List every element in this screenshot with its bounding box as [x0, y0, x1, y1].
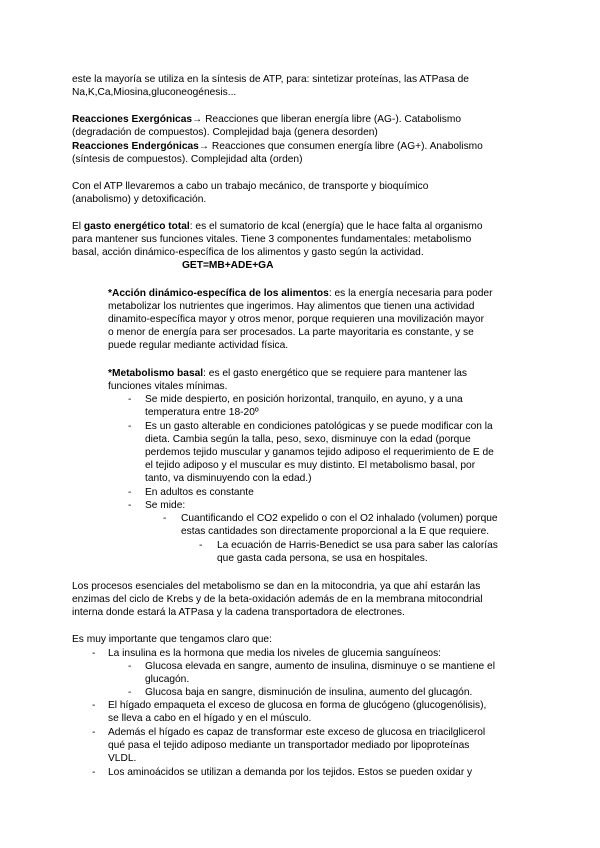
ade-line	[108, 287, 492, 300]
list-item: el tejido adiposo y el muscular es muy distinto. El metabolismo basal, por	[145, 460, 476, 471]
text-line: funciones vitales mínimas.	[108, 381, 228, 392]
text-line: dinamito-específica mayor y otros menor, porque requieren una movilización mayor	[108, 314, 484, 325]
endergonic-line	[72, 140, 483, 153]
list-item: dieta. Cambia según la talla, peso, sexo, disminuye con la edad (porque	[145, 434, 471, 445]
text-line: o menor de energía para ser procesados. La parte mayoritaria es constante, y se	[108, 327, 474, 338]
list-item: se lleva a cabo en el hígado y en el músculo.	[108, 713, 312, 724]
exergonic-term: Reacciones Exergónicas	[72, 114, 193, 125]
list-bullet: -	[128, 661, 132, 672]
list-item: En adultos es constante	[145, 487, 254, 498]
list-bullet: -	[128, 394, 132, 405]
ade-term: *Acción dinámico-específica de los alimentos	[108, 288, 329, 299]
list-item: Se mide:	[145, 500, 186, 511]
list-bullet: -	[128, 487, 132, 498]
list-item: La insulina es la hormona que media los niveles de glucemia sanguíneos:	[108, 648, 441, 659]
list-item: Se mide despierto, en posición horizontal, tranquilo, en ayuno, y a una	[145, 394, 463, 405]
list-item: VLDL.	[108, 753, 137, 764]
text-span: → Reacciones que liberan energía libre (AG-). Catabolismo	[192, 114, 462, 125]
text-line: metabolizar los nutrientes que ingerimos. Hay alimentos que tienen una actividad	[108, 301, 475, 312]
get-formula: GET=MB+ADE+GA	[182, 260, 274, 271]
list-bullet: -	[92, 767, 96, 778]
list-item: que gasta cada persona, se usa en hospitales.	[217, 553, 428, 564]
list-bullet: -	[92, 727, 96, 738]
list-bullet: -	[199, 540, 203, 551]
text-line: puede regular mediante actividad física.	[108, 340, 289, 351]
list-item: Además el hígado es capaz de transformar este exceso de glucosa en triacilglicerol	[108, 727, 486, 738]
list-item: Glucosa baja en sangre, disminución de insulina, aumento del glucagón.	[145, 687, 473, 698]
list-item: perdemos tejido muscular y ganamos tejido adiposo el requerimiento de E de	[145, 447, 494, 458]
list-item: qué pasa el tejido adiposo mediante un transportador mediado por lipoproteínas	[108, 740, 470, 751]
mb-term: *Metabolismo basal	[108, 368, 204, 379]
list-item: Cuantificando el CO2 expelido o con el O2 inhalado (volumen) porque	[181, 513, 498, 524]
list-item: Glucosa elevada en sangre, aumento de insulina, disminuye o se mantiene el	[145, 661, 495, 672]
text-line: basal, acción dinámico-específica de los alimentos y gasto según la actividad.	[72, 247, 424, 258]
mb-line	[108, 367, 467, 380]
list-item: Es un gasto alterable en condiciones patológicas y se puede modificar con la	[145, 421, 493, 432]
text-line: enzimas del ciclo de Krebs y de la beta-oxidación además de en la membrana mitocondrial	[72, 594, 483, 605]
text-line: para mantener sus funciones vitales. Tiene 3 componentes fundamentales: metabolismo	[72, 234, 472, 245]
list-item: La ecuación de Harris-Benedict se usa para saber las calorías	[217, 540, 498, 551]
text-span: : es el sumatorio de kcal (energía) que le hace falta al organismo	[189, 221, 483, 232]
list-item: estas cantidades son directamente proporcional a la E que requiere.	[181, 526, 490, 537]
list-item: Los aminoácidos se utilizan a demanda por los tejidos. Estos se pueden oxidar y	[108, 767, 473, 778]
text-line: Es muy importante que tengamos claro que:	[72, 634, 272, 645]
exergonic-line	[72, 113, 461, 126]
list-bullet: -	[128, 500, 132, 511]
list-bullet: -	[128, 687, 132, 698]
text-line: Na,K,Ca,Miosina,gluconeogénesis...	[72, 87, 237, 98]
endergonic-term: Reacciones Endergónicas	[72, 141, 199, 152]
list-item: tanto, va disminuyendo con la edad.)	[145, 473, 312, 484]
list-item: glucagón.	[145, 674, 190, 685]
text-span: : es el gasto energético que se requiere para mantener las	[203, 368, 468, 379]
list-bullet: -	[92, 700, 96, 711]
text-line: este la mayoría se utiliza en la síntesis de ATP, para: sintetizar proteínas, las ATPasa de	[72, 74, 469, 85]
text-line: (anabolismo) y detoxificación.	[72, 194, 207, 205]
list-bullet: -	[92, 648, 96, 659]
list-item: El hígado empaqueta el exceso de glucosa en forma de glucógeno (glucogenólisis),	[108, 700, 487, 711]
list-bullet: -	[128, 421, 132, 432]
text-span: → Reacciones que consumen energía libre (AG+). Anabolismo	[198, 141, 483, 152]
text-line: Los procesos esenciales del metabolismo se dan en la mitocondria, ya que ahí estarán las	[72, 581, 481, 592]
text-line: Con el ATP llevaremos a cabo un trabajo mecánico, de transporte y bioquímico	[72, 181, 429, 192]
get-line	[72, 220, 483, 233]
text-line: interna donde estará la ATPasa y la cadena transportadora de electrones.	[72, 607, 405, 618]
text-line: (síntesis de compuestos). Complejidad alta (orden)	[72, 154, 303, 165]
list-bullet: -	[163, 513, 167, 524]
text-line: (degradación de compuestos). Complejidad baja (genera desorden)	[72, 127, 378, 138]
text-span: El	[72, 221, 84, 232]
text-span: : es la energía necesaria para poder	[328, 288, 493, 299]
list-item: temperatura entre 18-20º	[145, 407, 259, 418]
get-term: gasto energético total	[83, 221, 190, 232]
